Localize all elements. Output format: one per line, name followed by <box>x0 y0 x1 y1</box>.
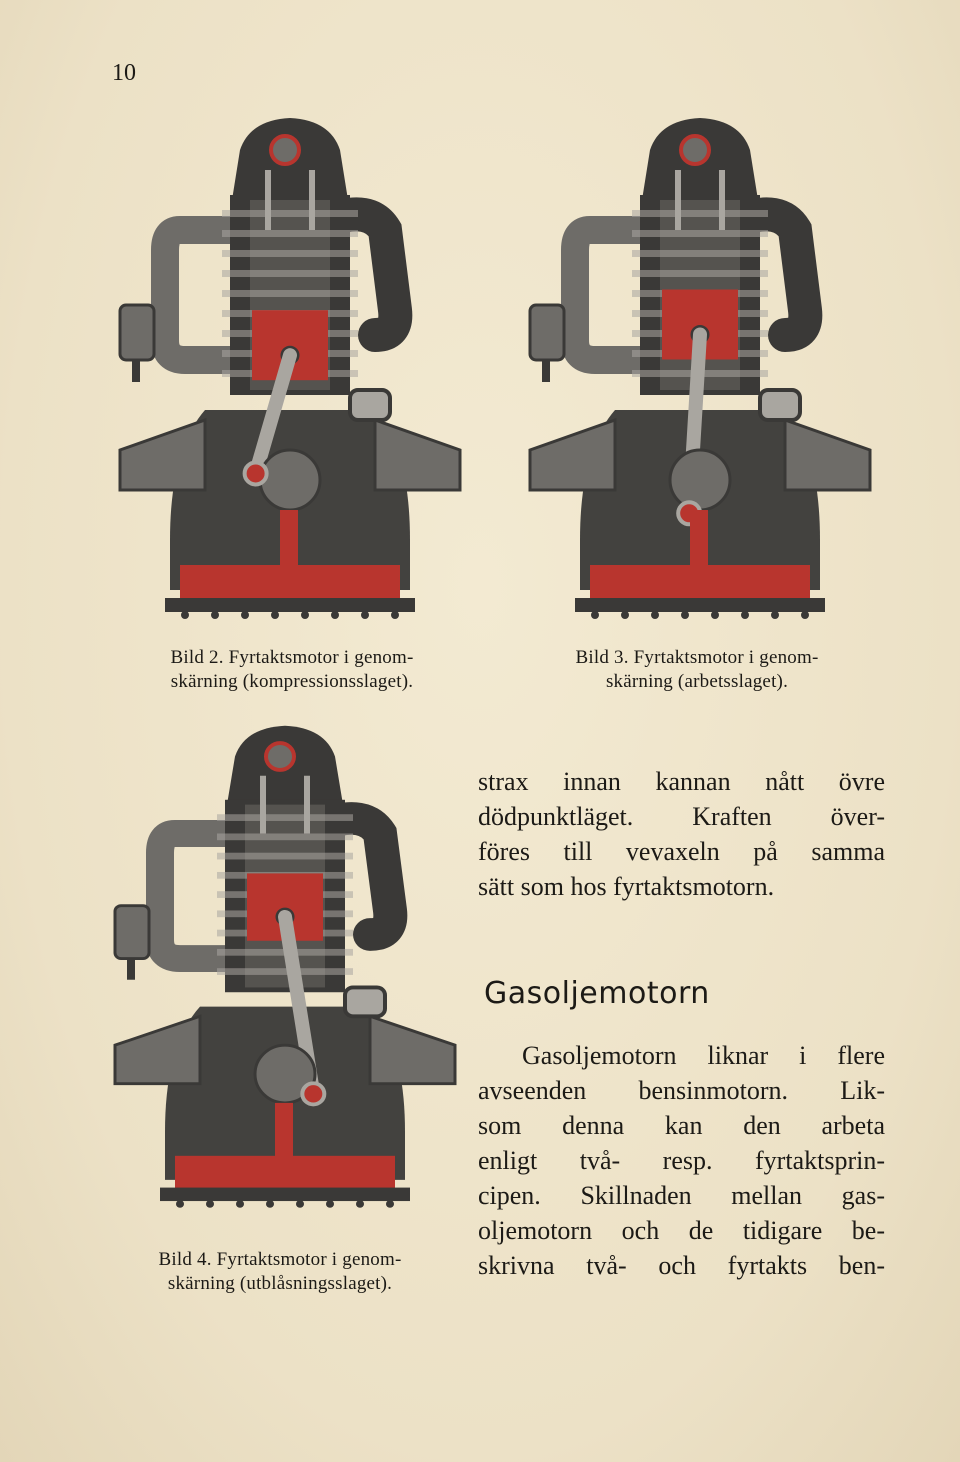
cooling-fin <box>632 270 768 277</box>
crankshaft-web <box>670 450 730 510</box>
engine-figure-4 <box>105 718 465 1228</box>
cooling-fin <box>222 270 358 277</box>
bolt <box>741 611 749 619</box>
text-line: sätt som hos fyrtaktsmotorn. <box>478 872 775 901</box>
caption-line-1: Bild 4. Fyrtaktsmotor i genom- <box>158 1249 402 1270</box>
oil-pan-base <box>575 598 825 612</box>
bolt <box>326 1200 334 1208</box>
caption-line-1: Bild 3. Fyrtaktsmotor i genom- <box>575 647 819 668</box>
text-line: Gasoljemotorn liknar i flere <box>522 1041 885 1070</box>
engine-cutaway-illustration <box>520 110 880 640</box>
figure-4-caption <box>100 1248 460 1296</box>
bolt <box>386 1200 394 1208</box>
page-number: 10 <box>112 60 136 86</box>
bolt <box>391 611 399 619</box>
oil-sump <box>590 565 810 600</box>
cooling-fin <box>217 814 353 821</box>
carburetor <box>115 906 149 959</box>
oil-pump <box>280 510 298 570</box>
text-line: strax innan kannan nått övre <box>478 767 885 796</box>
bolt <box>651 611 659 619</box>
mounting-flange-right <box>375 420 460 490</box>
mounting-flange-left <box>115 1016 200 1083</box>
bolt <box>211 611 219 619</box>
crankshaft-web <box>260 450 320 510</box>
bolt <box>301 611 309 619</box>
crank-pin <box>302 1083 324 1104</box>
bolt <box>176 1200 184 1208</box>
engine-cutaway-illustration <box>105 718 465 1228</box>
cooling-fin <box>632 230 768 237</box>
oil-filler-cap <box>350 390 390 420</box>
mounting-flange-right <box>785 420 870 490</box>
text-line: cipen. Skillnaden mellan gas- <box>478 1181 885 1210</box>
oil-sump <box>175 1156 395 1190</box>
oil-pan-base <box>165 598 415 612</box>
oil-pump <box>690 510 708 570</box>
oil-filler-cap <box>760 390 800 420</box>
bolt <box>296 1200 304 1208</box>
bolt <box>771 611 779 619</box>
cooling-fin <box>222 210 358 217</box>
cooling-fin <box>632 250 768 257</box>
oil-pan-base <box>160 1188 410 1201</box>
cooling-fin <box>222 230 358 237</box>
text-line: föres till vevaxeln på samma <box>478 837 885 866</box>
carburetor-drain <box>542 360 550 382</box>
bolt <box>591 611 599 619</box>
cooling-fin <box>222 290 358 297</box>
text-line: skrivna två- och fyrtakts ben- <box>478 1251 885 1280</box>
bolt <box>181 611 189 619</box>
bolt <box>236 1200 244 1208</box>
bolt <box>801 611 809 619</box>
carburetor <box>530 305 564 360</box>
caption-line-2: skärning (arbetsslaget). <box>605 671 789 692</box>
engine-cutaway-illustration <box>110 110 470 640</box>
text-line: oljemotorn och de tidigare be- <box>478 1216 885 1245</box>
valve-stem <box>719 170 725 230</box>
cooling-fin <box>632 210 768 217</box>
engine-figure-3 <box>520 110 880 640</box>
mounting-flange-left <box>120 420 205 490</box>
bolt <box>206 1200 214 1208</box>
text-line: enligt två- resp. fyrtaktsprin- <box>478 1146 885 1175</box>
carburetor <box>120 305 154 360</box>
caption-line-1: Bild 2. Fyrtaktsmotor i genom- <box>170 647 414 668</box>
oil-filler-cap <box>345 987 385 1016</box>
bolt <box>271 611 279 619</box>
cooling-fin <box>217 833 353 840</box>
bolt <box>356 1200 364 1208</box>
valve-stem <box>260 776 266 834</box>
valve-stem <box>675 170 681 230</box>
bolt <box>331 611 339 619</box>
valve-rocker <box>266 743 294 770</box>
cooling-fin <box>217 853 353 860</box>
valve-rocker <box>681 136 709 164</box>
carburetor-drain <box>132 360 140 382</box>
paragraph-intro <box>478 764 885 904</box>
bolt <box>681 611 689 619</box>
crank-pin <box>245 462 267 484</box>
oil-pump <box>275 1103 293 1161</box>
bolt <box>711 611 719 619</box>
valve-rocker <box>271 136 299 164</box>
oil-sump <box>180 565 400 600</box>
text-line: som denna kan den arbeta <box>478 1111 885 1140</box>
mounting-flange-left <box>530 420 615 490</box>
text-line: avseenden bensinmotorn. Lik- <box>478 1076 885 1105</box>
bolt <box>621 611 629 619</box>
valve-stem <box>304 776 310 834</box>
caption-line-2: skärning (utblåsningsslaget). <box>167 1273 393 1294</box>
valve-stem <box>309 170 315 230</box>
engine-figure-2 <box>110 110 470 640</box>
caption-line-2: skärning (kompressionsslaget). <box>170 671 414 692</box>
figure-2-caption <box>112 646 472 694</box>
carburetor-drain <box>127 959 135 980</box>
bolt <box>241 611 249 619</box>
mounting-flange-right <box>370 1016 455 1083</box>
figure-3-caption <box>512 646 882 694</box>
bolt <box>361 611 369 619</box>
text-line: dödpunktläget. Kraften över- <box>478 802 885 831</box>
bolt <box>266 1200 274 1208</box>
valve-stem <box>265 170 271 230</box>
section-heading: Gasoljemotorn <box>484 976 710 1011</box>
cooling-fin <box>222 250 358 257</box>
cooling-fin <box>217 968 353 975</box>
paragraph-gasoljemotorn <box>478 1038 885 1283</box>
